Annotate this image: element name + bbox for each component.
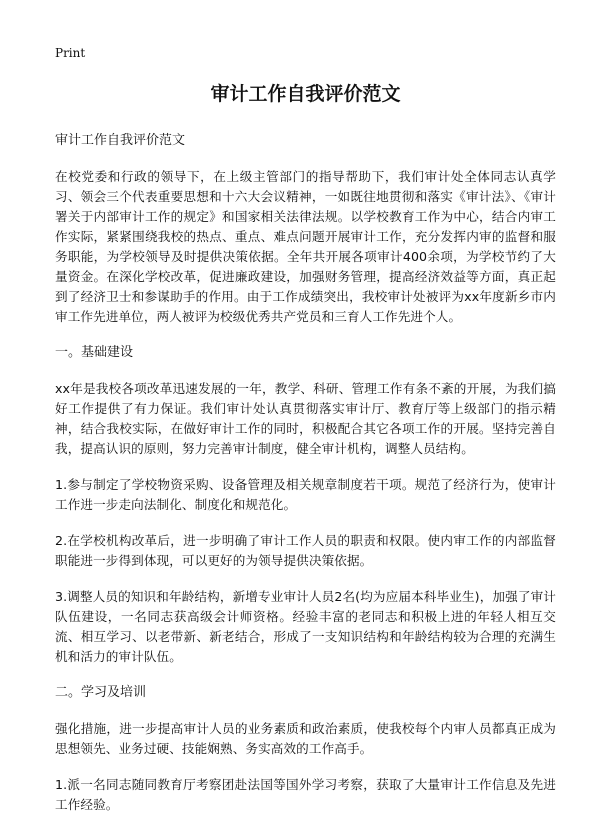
print-link[interactable]: Print xyxy=(55,46,86,60)
section1-paragraph-overview: xx年是我校各项改革迅速发展的一年，教学、科研、管理工作有条不紊的开展，为我们搞好工作提供了有力保证。我们审计处认真贯彻落实审计厅、教育厅等上级部门的指示精神，结合我校实际，在做好审计工作的同时，积极配合其它各项工作的开展。坚持完善自我，提高认识的原则，努力完善审计制度，健全审计机构，调整人员结构。 xyxy=(55,381,556,456)
document-subtitle: 审计工作自我评价范文 xyxy=(55,133,186,148)
section-heading-basic-construction: 一。基础建设 xyxy=(55,345,134,360)
section-heading-study-training: 二。学习及培训 xyxy=(55,685,147,700)
section2-paragraph-item-1: 1.派一名同志随同教育厅考察团赴法国等国外学习考察，获取了大量审计工作信息及先进工作经验。 xyxy=(55,777,556,812)
section1-paragraph-item-3: 3.调整人员的知识和年龄结构，新增专业审计人员2名(均为应届本科毕业生)，加强了审计队伍建设，一名同志获高级会计师资格。经验丰富的老同志和积极上进的年轻人相互交流、相互学习、以老带新、新老结合，形成了一支知识结构和年龄结构较为合理的充满生机和活力的审计队伍。 xyxy=(55,589,556,664)
intro-paragraph: 在校党委和行政的领导下，在上级主管部门的指导帮助下，我们审计处全体同志认真学习、领会三个代表重要思想和十六大会议精神，一如既往地贯彻和落实《审计法》、《审计署关于内部审计工作的规定》和国家相关法律法规。以学校教育工作为中心，结合内审工作实际，紧紧围绕我校的热点、重点、难点问题开展审计工作，充分发挥内审的监督和服务职能，为学校领导及时提供决策依据。全年共开展各项审计400余项，为学校节约了大量资金。在深化学校改革，促进廉政建设，加强财务管理，提高经济效益等方面，真正起到了经济卫士和参谋助手的作用。由于工作成绩突出，我校审计处被评为xx年度新乡市内审工作先进单位，两人被评为校级优秀共产党员和三育人工作先进个人。 xyxy=(55,169,556,324)
section1-paragraph-item-2: 2.在学校机构改革后，进一步明确了审计工作人员的职责和权限。使内审工作的内部监督职能进一步得到体现，可以更好的为领导提供决策依据。 xyxy=(55,533,556,568)
section2-paragraph-overview: 强化措施，进一步提高审计人员的业务素质和政治素质，使我校每个内审人员都真正成为 思想领先、业务过硬、技能娴熟、务实高效的工作高手。 xyxy=(55,721,569,756)
section1-paragraph-item-1: 1.参与制定了学校物资采购、设备管理及相关规章制度若干项。规范了经济行为，使审计工作进一步走向法制化、制度化和规范化。 xyxy=(55,477,556,512)
document-title: 审计工作自我评价范文 xyxy=(210,83,401,105)
